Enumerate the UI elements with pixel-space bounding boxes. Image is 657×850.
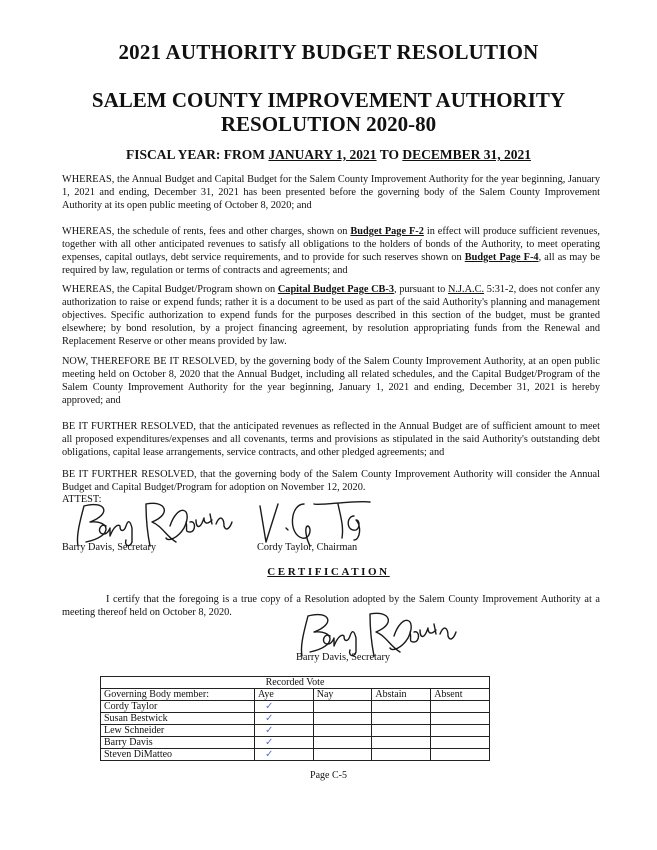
absent-cell (431, 737, 490, 749)
member-name: Steven DiMatteo (101, 749, 255, 761)
abstain-cell (372, 701, 431, 713)
secretary-name: Barry Davis, Secretary (62, 542, 157, 553)
column-header: Abstain (372, 689, 431, 701)
paragraph-whereas-rents (62, 225, 600, 277)
resolution-number: RESOLUTION 2020-80 (220, 112, 437, 136)
budget-page-ref: Budget Page F-4 (464, 252, 539, 263)
paragraph-further-resolved: BE IT FURTHER RESOLVED, that the anticipated revenues as reflected in the Annual Budget are of sufficient amount to meet all proposed expenditures/expenses and all covenants, terms and provisions as stipulated in the said Authority's outstanding debt obligations, capital lease arrangements, service contracts, and other pledged agreements; and (62, 421, 600, 458)
budget-page-ref: Budget Page F-2 (350, 226, 424, 237)
nay-cell (313, 713, 372, 725)
abstain-cell (372, 725, 431, 737)
paragraph-text: , pursuant to (393, 284, 448, 295)
absent-cell (431, 713, 490, 725)
table-row (101, 701, 490, 713)
table-row (101, 725, 490, 737)
page-number: Page C-5 (310, 770, 347, 781)
fiscal-year-line (0, 147, 657, 163)
fiscal-year-to-word: TO (379, 147, 399, 162)
table-caption-row (101, 677, 490, 689)
absent-cell (431, 725, 490, 737)
column-header: Governing Body member: (101, 689, 255, 701)
column-header: Absent (431, 689, 490, 701)
nay-cell (313, 701, 372, 713)
certification-signer: Barry Davis, Secretary (296, 652, 391, 663)
attest-label: ATTEST: (62, 494, 102, 505)
recorded-vote-table (100, 676, 490, 761)
certification-title: CERTIFICATION (267, 566, 390, 578)
member-name: Lew Schneider (101, 725, 255, 737)
column-header: Aye (255, 689, 314, 701)
aye-check-icon: ✓ (255, 713, 314, 725)
table-row (101, 713, 490, 725)
authority-name: SALEM COUNTY IMPROVEMENT AUTHORITY (91, 88, 566, 112)
abstain-cell (372, 713, 431, 725)
aye-check-icon: ✓ (255, 749, 314, 761)
paragraph-whereas-budget: WHEREAS, the Annual Budget and Capital Budget for the Salem County Improvement Authority for the year beginning, January 1, 2021 and ending, December 31, 2021 has been presented before the governing body of the Salem County Improvement Authority at its open public meeting of October 8, 2020; and (62, 174, 600, 211)
certification-text: I certify that the foregoing is a true copy of a Resolution adopted by the Salem County Improvement Authority at a meeting thereof held on October 8, 2020. (62, 594, 600, 618)
paragraph-further-resolved-adoption: BE IT FURTHER RESOLVED, that the governing body of the Salem County Improvement Authority will consider the Annual Budget and Capital Budget/Program for adoption on November 12, 2020. (62, 469, 600, 493)
absent-cell (431, 749, 490, 761)
nay-cell (313, 737, 372, 749)
nay-cell (313, 725, 372, 737)
fiscal-year-from: JANUARY 1, 2021 (268, 147, 377, 162)
nay-cell (313, 749, 372, 761)
member-name: Cordy Taylor (101, 701, 255, 713)
abstain-cell (372, 737, 431, 749)
fiscal-year-to: DECEMBER 31, 2021 (402, 147, 531, 162)
table-caption: Recorded Vote (101, 677, 490, 689)
paragraph-text: 5:31-2, does not confer any authorization to raise or expend funds; rather it is a document to be used as part of the said Authority's planning and management objectives. Specific authorization to expend funds for the purposes described in this section of the budget, must be granted elsewhere; by bond resolution, by a project financing agreement, by resolution appropriating funds from the Renewal and Replacement Reserve or other means provided by law. (62, 284, 600, 347)
chairman-name: Cordy Taylor, Chairman (257, 542, 358, 553)
aye-check-icon: ✓ (255, 737, 314, 749)
fiscal-year-label: FISCAL YEAR: FROM (126, 147, 266, 162)
document-title: 2021 AUTHORITY BUDGET RESOLUTION (118, 40, 539, 64)
member-name: Barry Davis (101, 737, 255, 749)
table-row (101, 749, 490, 761)
aye-check-icon: ✓ (255, 725, 314, 737)
paragraph-whereas-capital (62, 283, 600, 348)
capital-budget-ref: Capital Budget Page CB-3 (277, 284, 394, 295)
table-row (101, 737, 490, 749)
paragraph-resolved: NOW, THEREFORE BE IT RESOLVED, by the governing body of the Salem County Improvement Authority, at an open public meeting held on October 8, 2020 that the Annual Budget, including all related schedules, and the Capital Budget/Program of the Salem County Improvement Authority for the year beginning, January 1, 2021 and ending, December 31, 2021 is hereby approved; and (62, 356, 600, 406)
table-header-row (101, 689, 490, 701)
paragraph-text: WHEREAS, the schedule of rents, fees and other charges, shown on (62, 226, 351, 237)
paragraph-text: WHEREAS, the Capital Budget/Program shown on (62, 284, 278, 295)
column-header: Nay (313, 689, 372, 701)
njac-ref: N.J.A.C. (448, 284, 485, 295)
paragraph-text: in effect will produce sufficient revenues, together with all other anticipated revenues to satisfy all obligations to the holders of bonds of the Authority, to meet operating expenses, capital outlays, debt service requirements, and to provide for such reserves shown on (62, 226, 600, 263)
abstain-cell (372, 749, 431, 761)
member-name: Susan Bestwick (101, 713, 255, 725)
paragraph-text: , all as may be required by law, regulation or terms of contracts and agreements; and (62, 252, 601, 276)
absent-cell (431, 701, 490, 713)
aye-check-icon: ✓ (255, 701, 314, 713)
